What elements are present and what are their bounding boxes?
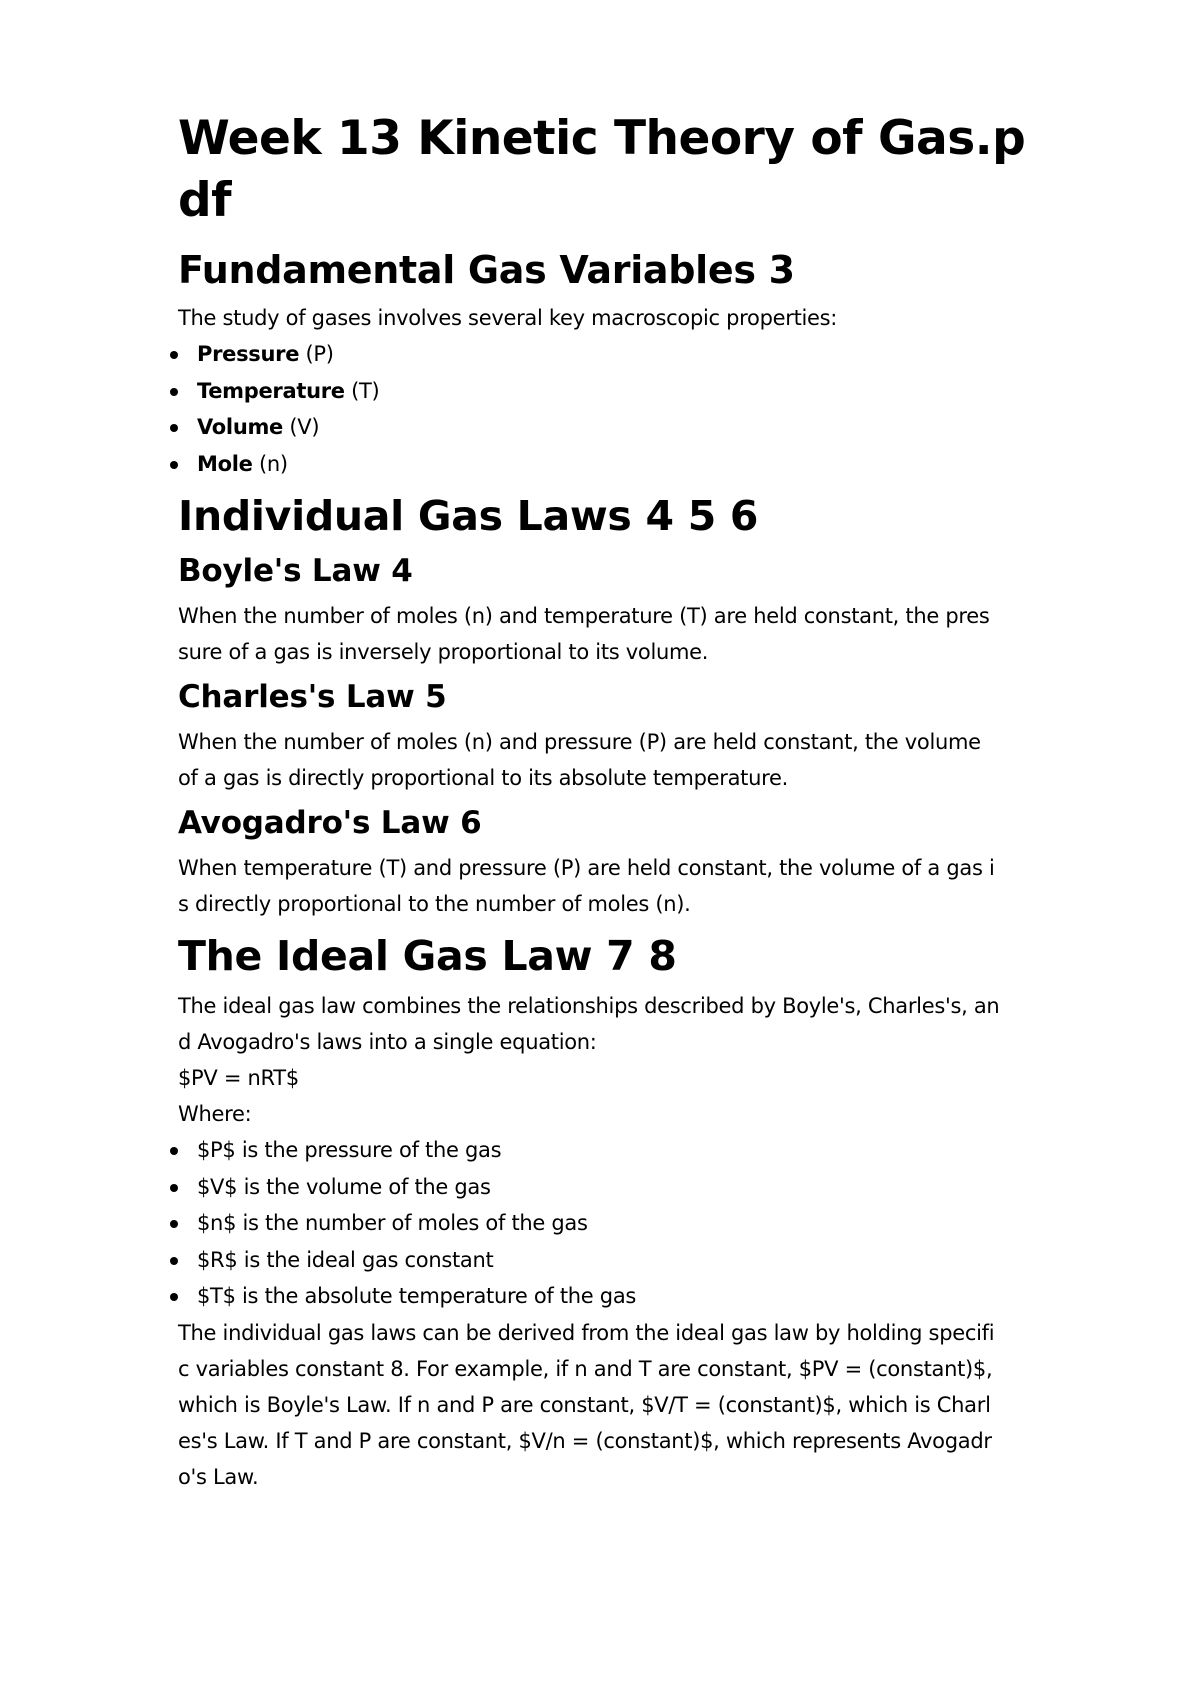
- heading-charles-law: Charles's Law 5: [178, 679, 447, 715]
- list-item-term: Pressure: [197, 342, 300, 366]
- ideal-gas-intro: [178, 988, 1058, 1132]
- title-line: Week 13 Kinetic Theory of Gas.p: [178, 111, 1026, 166]
- text-line: sure of a gas is inversely proportional to its volume.: [178, 640, 709, 664]
- document-page: [178, 108, 1058, 1495]
- text-line: When the number of moles (n) and pressure (P) are held constant, the volume: [178, 730, 981, 754]
- list-item: $P$ is the pressure of the gas: [178, 1132, 1058, 1169]
- list-item: $n$ is the number of moles of the gas: [178, 1205, 1058, 1242]
- charles-law-text: [178, 724, 1058, 796]
- heading-ideal-gas-law: The Ideal Gas Law 7 8: [178, 932, 677, 980]
- list-item: $R$ is the ideal gas constant: [178, 1242, 1058, 1279]
- heading-fundamental-gas-variables: Fundamental Gas Variables 3: [178, 248, 795, 292]
- text-line: When the number of moles (n) and temperature (T) are held constant, the pres: [178, 604, 990, 628]
- heading-boyles-law: Boyle's Law 4: [178, 553, 413, 589]
- text-line: The individual gas laws can be derived from the ideal gas law by holding specifi: [178, 1320, 995, 1345]
- list-item-detail: (P): [299, 342, 334, 366]
- avogadros-law-text: [178, 850, 1058, 922]
- list-item: $V$ is the volume of the gas: [178, 1169, 1058, 1206]
- text-line: The ideal gas law combines the relationships described by Boyle's, Charles's, an: [178, 994, 1000, 1018]
- list-item: [178, 409, 1058, 446]
- list-item-detail: (T): [344, 378, 380, 403]
- list-item-term: Volume: [197, 415, 284, 439]
- list-item-detail: (V): [283, 415, 320, 439]
- text-line: d Avogadro's laws into a single equation:: [178, 1030, 597, 1054]
- list-item-term: Temperature: [197, 378, 345, 403]
- gas-variables-list: [178, 336, 1058, 482]
- list-item: [178, 336, 1058, 373]
- document-title: [178, 108, 1058, 232]
- text-line: es's Law. If T and P are constant, $V/n = (constant)$, which represents Avogadr: [178, 1428, 992, 1453]
- fundamental-intro: The study of gases involves several key macroscopic properties:: [178, 306, 838, 330]
- title-line: df: [178, 173, 232, 228]
- ideal-gas-variables-list: [178, 1132, 1058, 1315]
- ideal-gas-closing: [178, 1315, 1058, 1495]
- list-item: $T$ is the absolute temperature of the gas: [178, 1278, 1058, 1315]
- text-line: s directly proportional to the number of moles (n).: [178, 892, 691, 916]
- list-item: [178, 446, 1058, 483]
- equation-line: $PV = nRT$: [178, 1066, 299, 1090]
- list-item: [178, 373, 1058, 410]
- text-line: c variables constant 8. For example, if n and T are constant, $PV = (constant)$,: [178, 1356, 993, 1381]
- boyles-law-text: [178, 598, 1058, 670]
- heading-avogadros-law: Avogadro's Law 6: [178, 805, 482, 841]
- heading-individual-gas-laws: Individual Gas Laws 4 5 6: [178, 492, 759, 540]
- text-line: which is Boyle's Law. If n and P are constant, $V/T = (constant)$, which is Charl: [178, 1392, 991, 1417]
- text-line: of a gas is directly proportional to its absolute temperature.: [178, 766, 788, 790]
- text-line: o's Law.: [178, 1464, 259, 1489]
- list-item-term: Mole: [197, 451, 253, 476]
- list-item-detail: (n): [252, 451, 288, 476]
- text-line: Where:: [178, 1102, 252, 1126]
- text-line: When temperature (T) and pressure (P) are held constant, the volume of a gas i: [178, 856, 995, 880]
